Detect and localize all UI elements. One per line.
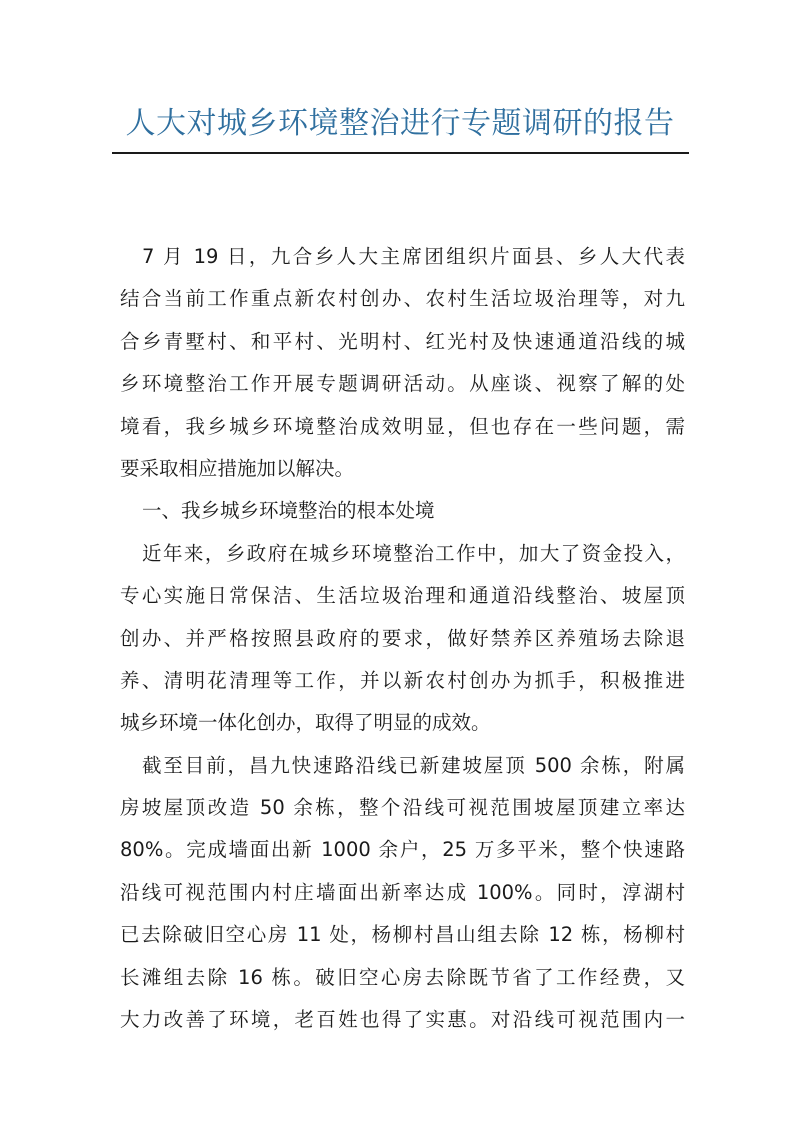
paragraph-line: 已去除破旧空心房 11 处，杨柳村昌山组去除 12 栋，杨柳村 xyxy=(120,923,685,947)
paragraph-line: 合乡青墅村、和平村、光明村、红光村及快速通道沿线的城 xyxy=(120,329,685,353)
paragraph-overview xyxy=(120,533,685,745)
paragraph-line: 创办、并严格按照县政府的要求，做好禁养区养殖场去除退 xyxy=(120,626,685,650)
document-body xyxy=(120,236,685,1041)
paragraph-line: 境看，我乡城乡环境整治成效明显，但也存在一些问题，需 xyxy=(120,414,685,438)
paragraph-line: 近年来，乡政府在城乡环境整治工作中，加大了资金投入， xyxy=(142,541,685,565)
paragraph-line: 要采取相应措施加以解决。 xyxy=(120,456,355,480)
paragraph-line: 长滩组去除 16 栋。破旧空心房去除既节省了工作经费，又 xyxy=(120,965,685,989)
document-title: 人大对城乡环境整治进行专题调研的报告 xyxy=(125,106,675,141)
paragraph-line: 乡环境整治工作开展专题调研活动。从座谈、视察了解的处 xyxy=(120,372,685,396)
paragraph-line: 结合当前工作重点新农村创办、农村生活垃圾治理等，对九 xyxy=(120,287,685,311)
paragraph-line: 截至目前，昌九快速路沿线已新建坡屋顶 500 余栋，附属 xyxy=(142,753,685,777)
paragraph-line: 沿线可视范围内村庄墙面出新率达成 100%。同时，淳湖村 xyxy=(120,880,685,904)
title-underline xyxy=(112,152,689,154)
paragraph-line: 80%。完成墙面出新 1000 余户，25 万多平米，整个快速路 xyxy=(120,838,685,862)
paragraph-line: 大力改善了环境，老百姓也得了实惠。对沿线可视范围内一 xyxy=(120,1008,685,1032)
paragraph-line: 房坡屋顶改造 50 余栋，整个沿线可视范围坡屋顶建立率达 xyxy=(120,796,685,820)
paragraph-line: 专心实施日常保洁、生活垃圾治理和通道沿线整治、坡屋顶 xyxy=(120,584,685,608)
paragraph-intro xyxy=(120,236,685,490)
paragraph-line: 7 月 19 日，九合乡人大主席团组织片面县、乡人大代表 xyxy=(142,245,685,268)
paragraph-line: 城乡环境一体化创办，取得了明显的成效。 xyxy=(120,711,491,735)
section-heading: 一、我乡城乡环境整治的根本处境 xyxy=(142,499,435,523)
paragraph-progress xyxy=(120,745,685,1042)
paragraph-line: 养、清明花清理等工作，并以新农村创办为抓手，积极推进 xyxy=(120,668,685,692)
